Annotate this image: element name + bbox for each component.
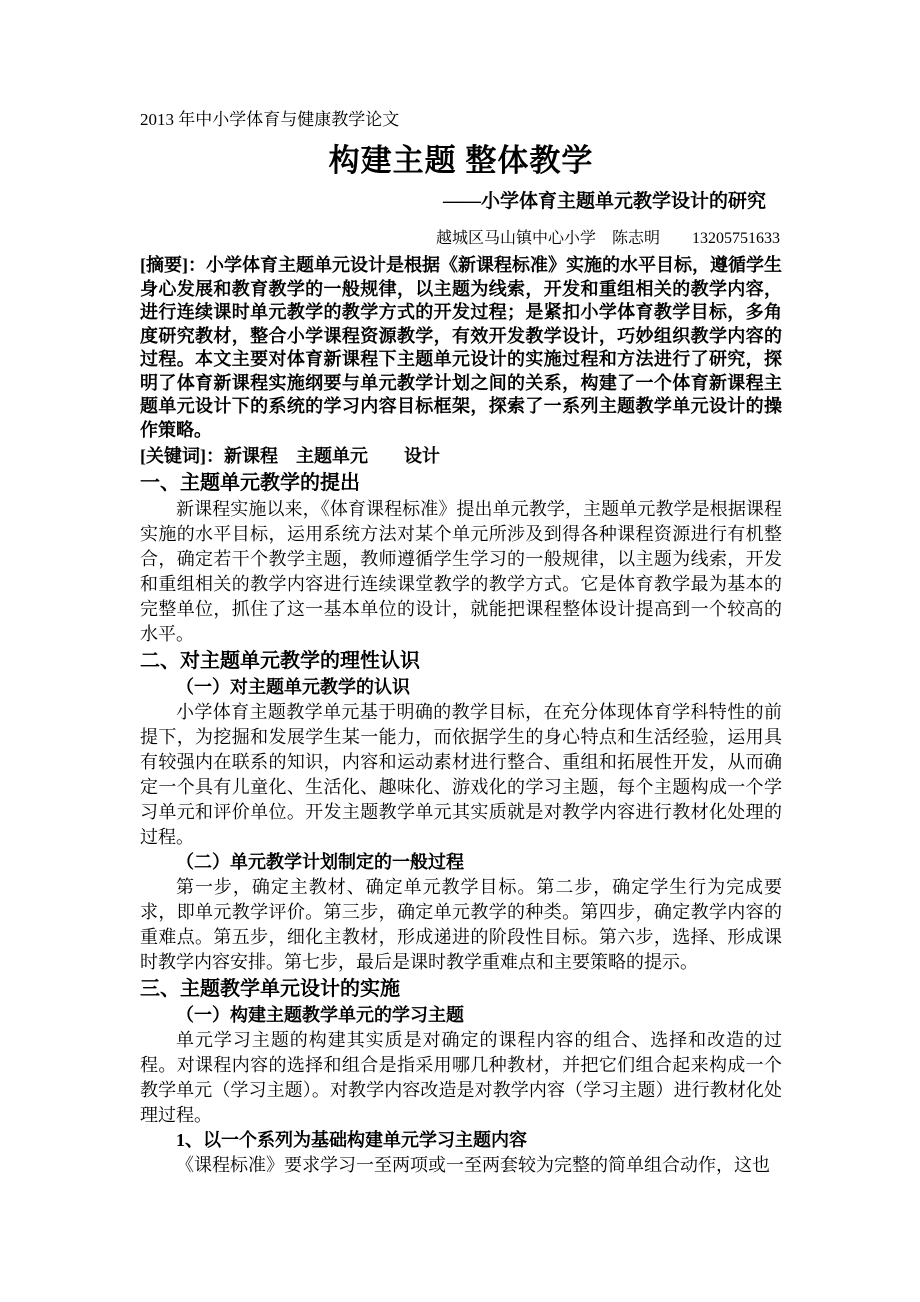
section-3-subsection-1-paragraph: 单元学习主题的构建其实质是对确定的课程内容的组合、选择和改造的过程。对课程内容的选择和组合是指采用哪几种教材，并把它们组合起来构成一个教学单元（学习主题）。对教学内容改造是对教学内容（学习主题）进行教材化处理过程。 (140, 1030, 782, 1125)
section-1-paragraph: 新课程实施以来，《体育课程标准》提出单元教学，主题单元教学是根据课程实施的水平目标，运用系统方法对某个单元所涉及到得各种课程资源进行有机整合，确定若干个教学主题，教师遵循学生学习的一般规律，以主题为线索，开发和重组相关的教学内容进行连续课堂教学的教学方式。它是体育教学最为基本的完整单位，抓住了这一基本单位的设计，就能把课程整体设计提高到一个较高的水平。 (140, 499, 782, 644)
abstract-paragraph: [摘要]：小学体育主题单元设计是根据《新课程标准》实施的水平目标，遵循学生身心发展和教育教学的一般规律，以主题为线索，开发和重组相关的教学内容，进行连续课时单元教学的教学方式的开发过程；是紧扣小学体育教学目标，多角度研究教材，整合小学课程资源教学，有效开发教学设计，巧妙组织教学内容的过程。本文主要对体育新课程下主题单元设计的实施过程和方法进行了研究，探明了体育新课程实施纲要与单元教学计划之间的关系，构建了一个体育新课程主题单元设计下的系统的学习内容目标框架，探索了一系列主题教学单元设计的操作策略。 (140, 255, 782, 440)
section-3-subheading-1: （一）构建主题教学单元的学习主题 (176, 1005, 464, 1025)
author-affiliation-line: 越城区马山镇中心小学 陈志明 13205751633 (435, 230, 780, 247)
section-2-subheading-1: （一）对主题单元教学的认识 (176, 677, 410, 697)
section-3-subheading-2: 1、以一个系列为基础构建单元学习主题内容 (176, 1130, 527, 1150)
document-title: 构建主题 整体教学 (328, 143, 594, 178)
keywords-line: [关键词]：新课程 主题单元 设计 (140, 446, 440, 466)
section-2-subheading-2: （二）单元教学计划制定的一般过程 (176, 852, 464, 872)
section-3-subsection-2-paragraph: 《课程标准》要求学习一至两项或一至两套较为完整的简单组合动作，这也 (176, 1155, 770, 1175)
document-category-note: 2013 年中小学体育与健康教学论文 (140, 110, 400, 129)
document-subtitle: ——小学体育主题单元教学设计的研究 (442, 191, 766, 212)
section-1-heading: 一、主题单元教学的提出 (140, 472, 360, 494)
section-2-heading: 二、对主题单元教学的理性认识 (140, 650, 420, 672)
section-2-subsection-1-paragraph: 小学体育主题教学单元基于明确的教学目标，在充分体现体育学科特性的前提下，为挖掘和发展学生某一能力，而依据学生的身心特点和生活经验，运用具有较强内在联系的知识，内容和运动素材进行整合、重组和拓展性开发，从而确定一个具有儿童化、生活化、趣味化、游戏化的学习主题，每个主题构成一个学习单元和评价单位。开发主题教学单元其实质就是对教学内容进行教材化处理的过程。 (140, 702, 782, 847)
section-2-subsection-2-paragraph: 第一步，确定主教材、确定单元教学目标。第二步，确定学生行为完成要求，即单元教学评价。第三步，确定单元教学的种类。第四步，确定教学内容的重难点。第五步，细化主教材，形成递进的阶段性目标。第六步，选择、形成课时教学内容安排。第七步，最后是课时教学重难点和主要策略的提示。 (140, 877, 782, 972)
section-3-heading: 三、主题教学单元设计的实施 (140, 978, 400, 1000)
